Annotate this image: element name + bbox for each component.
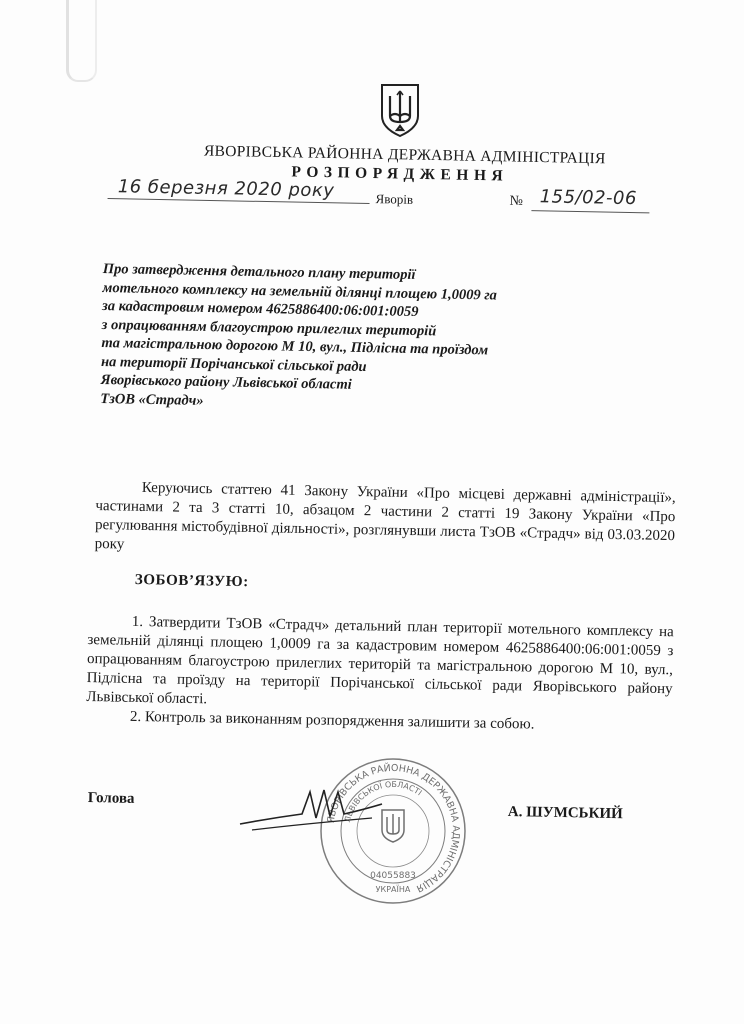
document-type: РОЗПОРЯДЖЕННЯ [291, 163, 509, 185]
decree-items [86, 612, 674, 737]
handwritten-signature [232, 784, 392, 844]
title-line: мотельного комплексу на земельній ділянці площею 1,0009 га [102, 279, 498, 304]
seal-code: 04055883 [370, 871, 416, 881]
title-line: за кадастровим номером 4625886400:06:001:0059 [101, 297, 419, 321]
handwritten-number: 155/02-06 [539, 186, 638, 210]
coat-of-arms-icon [378, 82, 422, 138]
title-line: Яворівського району Львівської області [100, 371, 352, 393]
decree-item: 2. Контроль за виконанням розпорядження залишити за собою. [129, 708, 535, 733]
seal-country: УКРАЇНА [375, 885, 411, 894]
seal-outer-text: ЯВОРІВСЬКА РАЙОННА ДЕРЖАВНА АДМІНІСТРАЦІЯ [325, 762, 462, 894]
title-line: та магістральною дорогою М 10, вул., Підлісна та проїздом [101, 334, 489, 359]
seal-inner-text: ЛЬВІВСЬКОЇ ОБЛАСТІ [342, 779, 424, 824]
decree-item: 1. Затвердити ТзОВ «Страдч» детальний план території мотельного комплексу на земельній ділянці площею 1,0009 га за кадастровим номером 4625886400:06:001:0059 з опрацюванням благоустрою прилеглих територій та магістральною дорогою М 10, вул., Підлісна та проїзду на території Порічанської сільської ради Яворівського району Львівської області. [86, 613, 674, 708]
document-title [100, 260, 603, 418]
title-line: з опрацюванням благоустрою прилеглих територій [101, 316, 437, 339]
date-number-row [107, 176, 668, 227]
signatory-name: А. ШУМСЬКИЙ [507, 804, 623, 823]
title-line: Про затвердження детального плану території [102, 260, 416, 284]
decree-heading: ЗОБОВ’ЯЗУЮ: [134, 572, 249, 591]
place-label: Яворів [375, 191, 414, 207]
preamble-paragraph [95, 478, 676, 565]
number-underline [531, 210, 649, 213]
organization-name: ЯВОРІВСЬКА РАЙОННА ДЕРЖАВНА АДМІНІСТРАЦІЯ [203, 142, 606, 168]
preamble-text: Керуючись статтею 41 Закону України «Про місцеві державні адміністрації», частинами 2 та 3 статті 10, абзацом 2 частини 2 статті 19 Закону України «Про регулювання містобудівної діяльності», розглянувши листа ТзОВ «Страдч» від 03.03.2020 року [94, 479, 676, 553]
number-label: № [509, 193, 524, 209]
handwritten-date: 16 березня 2020 року [117, 176, 335, 202]
title-line: на території Порічанської сільської ради [100, 353, 367, 375]
signatory-position: Голова [87, 790, 135, 807]
staple-mark [66, 0, 97, 82]
title-line: ТзОВ «Страдч» [100, 390, 204, 409]
